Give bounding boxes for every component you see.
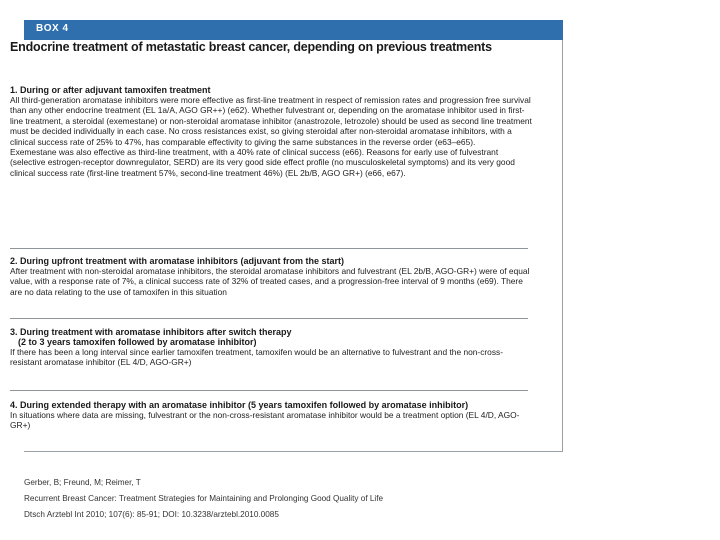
- section-3-subheading: (2 to 3 years tamoxifen followed by aromatase inhibitor): [18, 337, 257, 347]
- section-divider: [10, 318, 528, 319]
- section-2-heading: 2. During upfront treatment with aromatase inhibitors (adjuvant from the start): [10, 256, 345, 266]
- section-divider: [10, 248, 528, 249]
- section-1-heading: 1. During or after adjuvant tamoxifen treatment: [10, 85, 211, 95]
- box-label: BOX 4: [36, 23, 69, 34]
- section-1-paragraph-1: All third-generation aromatase inhibitors were more effective as first-line treatment in respect of remission rates and progression free survival than any other endocrine treatment (EL 1a/A, AGO GR++) (e62). Whether fulvestrant or, depending on the aromatase inhibitor used in first-line treatment, a steroidal (exemestane) or non-steroidal aromatase inhibitor (anastrozole, letrozole) should be used as second line treatment must be decided individually in each case. No cross resistances exist, so giving steroidal after non-steroidal aromatase inhibitors, with a clinical success rate of 25% to 47%, has comparable effectivity to giving the same substances in the reverse order (e63–e65).: [10, 95, 532, 147]
- section-2: [10, 256, 532, 297]
- section-4-paragraph-1: In situations where data are missing, fulvestrant or the non-cross-resistant aromatase inhibitor would be a treatment option (EL 4/D, AGO-GR+): [10, 410, 520, 431]
- section-2-paragraph-1: After treatment with non-steroidal aromatase inhibitors, the steroidal aromatase inhibitors and fulvestrant (EL 2b/B, AGO-GR+) were of equal value, with a response rate of 7%, a clinical success rate of 32% of treated cases, and a progression-free interval of 9 months (e69). There are no data relating to the use of tamoxifen in this situation: [10, 266, 530, 297]
- section-3: [10, 327, 532, 368]
- citation-article-title: Recurrent Breast Cancer: Treatment Strategies for Maintaining and Prolonging Good Quality of Life: [24, 494, 384, 503]
- section-1: [10, 85, 532, 178]
- citation-authors: Gerber, B; Freund, M; Reimer, T: [24, 478, 141, 487]
- box-title: Endocrine treatment of metastatic breast cancer, depending on previous treatments: [10, 40, 492, 54]
- citation: [24, 475, 624, 523]
- box-header-bar: [24, 20, 563, 40]
- citation-reference: Dtsch Arztebl Int 2010; 107(6): 85-91; DOI: 10.3238/arztebl.2010.0085: [24, 510, 279, 519]
- section-1-paragraph-2: Exemestane was also effective as third-line treatment, with a 40% rate of clinical success (e66). Reasons for early use of fulvestrant (selective estrogen-receptor downregulator, SERD) are its very good side effect profile (no musculoskeletal symptoms) and its very good clinical success rate (first-line treatment 57%, second-line treatment 46%) (EL 2b/B, AGO GR+) (e66, e67).: [10, 147, 515, 178]
- section-3-paragraph-1: If there has been a long interval since earlier tamoxifen treatment, tamoxifen would be an alternative to fulvestrant and the non-cross-resistant aromatase inhibitor (EL 4/D, AGO-GR+): [10, 347, 504, 368]
- section-4: [10, 400, 532, 431]
- section-divider: [10, 390, 528, 391]
- section-4-heading: 4. During extended therapy with an aromatase inhibitor (5 years tamoxifen followed by aromatase inhibitor): [10, 400, 469, 410]
- section-3-heading: 3. During treatment with aromatase inhibitors after switch therapy: [10, 327, 292, 337]
